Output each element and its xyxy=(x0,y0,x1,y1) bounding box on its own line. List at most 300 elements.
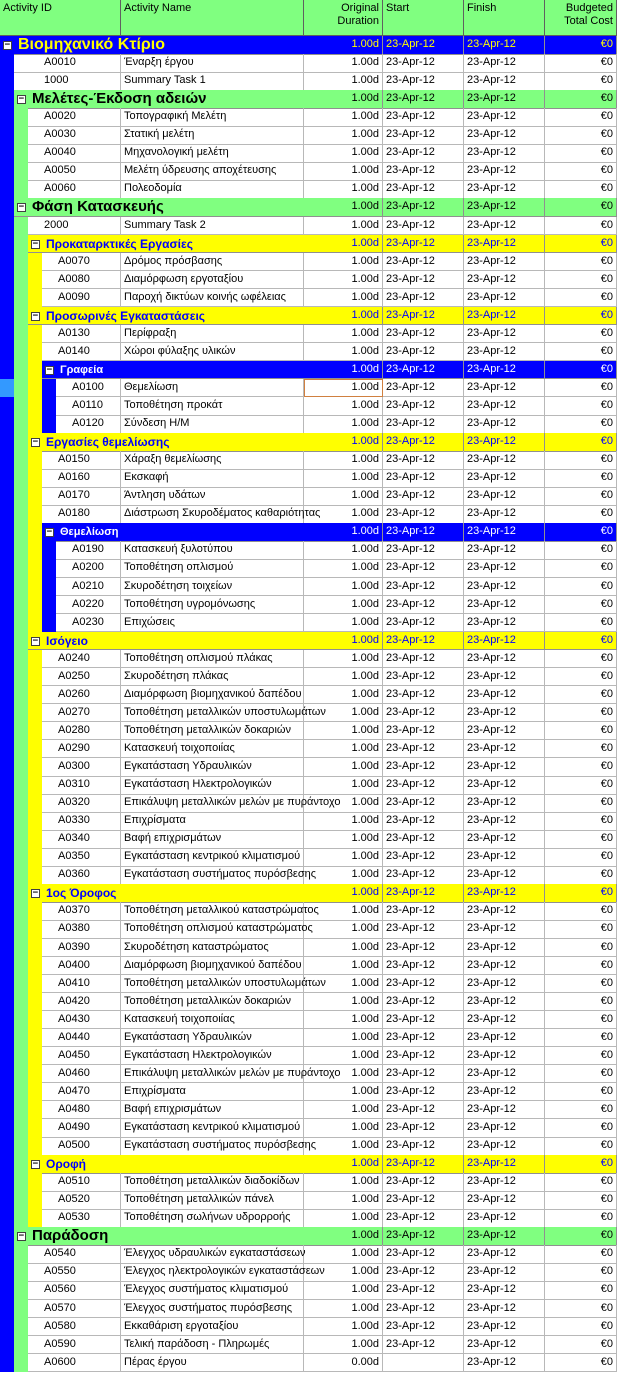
finish-date-cell[interactable]: 23-Apr-12 xyxy=(464,343,545,362)
duration-cell[interactable]: 1.00d xyxy=(304,289,383,308)
finish-date-cell[interactable]: 23-Apr-12 xyxy=(464,902,545,921)
table-row[interactable] xyxy=(0,902,624,921)
budgeted-cost-cell[interactable]: €0 xyxy=(545,776,617,795)
finish-date-cell[interactable]: 23-Apr-12 xyxy=(464,1011,545,1030)
duration-cell[interactable]: 1.00d xyxy=(304,217,383,236)
start-date-cell[interactable]: 23-Apr-12 xyxy=(383,235,464,254)
finish-date-cell[interactable]: 23-Apr-12 xyxy=(464,325,545,344)
finish-date-cell[interactable]: 23-Apr-12 xyxy=(464,632,545,651)
column-header-original-duration[interactable] xyxy=(304,0,383,36)
start-date-cell[interactable]: 23-Apr-12 xyxy=(383,740,464,759)
budgeted-cost-cell[interactable]: €0 xyxy=(545,343,617,362)
table-row[interactable] xyxy=(0,1065,624,1084)
table-row[interactable] xyxy=(0,758,624,777)
table-row[interactable] xyxy=(0,1119,624,1138)
wbs-row[interactable] xyxy=(0,198,624,217)
budgeted-cost-cell[interactable]: €0 xyxy=(545,614,617,633)
finish-date-cell[interactable]: 23-Apr-12 xyxy=(464,180,545,199)
start-date-cell[interactable]: 23-Apr-12 xyxy=(383,36,464,55)
table-row[interactable] xyxy=(0,271,624,290)
duration-cell[interactable]: 1.00d xyxy=(304,1047,383,1066)
budgeted-cost-cell[interactable]: €0 xyxy=(545,72,617,91)
budgeted-cost-cell[interactable]: €0 xyxy=(545,253,617,272)
duration-cell[interactable]: 1.00d xyxy=(304,90,383,109)
finish-date-cell[interactable]: 23-Apr-12 xyxy=(464,1354,545,1373)
budgeted-cost-cell[interactable]: €0 xyxy=(545,1065,617,1084)
finish-date-cell[interactable]: 23-Apr-12 xyxy=(464,848,545,867)
column-header-activity-id[interactable] xyxy=(0,0,121,36)
finish-date-cell[interactable]: 23-Apr-12 xyxy=(464,920,545,939)
table-row[interactable] xyxy=(0,54,624,73)
budgeted-cost-cell[interactable]: €0 xyxy=(545,939,617,958)
finish-date-cell[interactable]: 23-Apr-12 xyxy=(464,379,545,398)
budgeted-cost-cell[interactable]: €0 xyxy=(545,975,617,994)
budgeted-cost-cell[interactable]: €0 xyxy=(545,866,617,885)
finish-date-cell[interactable]: 23-Apr-12 xyxy=(464,144,545,163)
finish-date-cell[interactable]: 23-Apr-12 xyxy=(464,578,545,597)
finish-date-cell[interactable]: 23-Apr-12 xyxy=(464,1119,545,1138)
table-row[interactable] xyxy=(0,126,624,145)
duration-cell[interactable]: 1.00d xyxy=(304,361,383,380)
finish-date-cell[interactable]: 23-Apr-12 xyxy=(464,1209,545,1228)
start-date-cell[interactable]: 23-Apr-12 xyxy=(383,686,464,705)
duration-cell[interactable]: 1.00d xyxy=(304,776,383,795)
start-date-cell[interactable]: 23-Apr-12 xyxy=(383,1083,464,1102)
finish-date-cell[interactable]: 23-Apr-12 xyxy=(464,54,545,73)
finish-date-cell[interactable]: 23-Apr-12 xyxy=(464,884,545,903)
wbs-row[interactable] xyxy=(0,523,624,542)
budgeted-cost-cell[interactable]: €0 xyxy=(545,848,617,867)
start-date-cell[interactable]: 23-Apr-12 xyxy=(383,668,464,687)
start-date-cell[interactable]: 23-Apr-12 xyxy=(383,993,464,1012)
duration-cell[interactable]: 1.00d xyxy=(304,1227,383,1246)
table-row[interactable] xyxy=(0,794,624,813)
duration-cell[interactable]: 1.00d xyxy=(304,1281,383,1300)
start-date-cell[interactable]: 23-Apr-12 xyxy=(383,939,464,958)
duration-cell[interactable]: 1.00d xyxy=(304,957,383,976)
start-date-cell[interactable]: 23-Apr-12 xyxy=(383,1137,464,1156)
budgeted-cost-cell[interactable]: €0 xyxy=(545,126,617,145)
start-date-cell[interactable]: 23-Apr-12 xyxy=(383,379,464,398)
start-date-cell[interactable]: 23-Apr-12 xyxy=(383,776,464,795)
budgeted-cost-cell[interactable]: €0 xyxy=(545,1155,617,1174)
finish-date-cell[interactable]: 23-Apr-12 xyxy=(464,1047,545,1066)
duration-cell[interactable]: 1.00d xyxy=(304,650,383,669)
duration-cell[interactable]: 1.00d xyxy=(304,686,383,705)
budgeted-cost-cell[interactable]: €0 xyxy=(545,559,617,578)
start-date-cell[interactable]: 23-Apr-12 xyxy=(383,1155,464,1174)
budgeted-cost-cell[interactable]: €0 xyxy=(545,289,617,308)
start-date-cell[interactable]: 23-Apr-12 xyxy=(383,162,464,181)
budgeted-cost-cell[interactable]: €0 xyxy=(545,451,617,470)
start-date-cell[interactable]: 23-Apr-12 xyxy=(383,1173,464,1192)
budgeted-cost-cell[interactable]: €0 xyxy=(545,433,617,452)
duration-cell[interactable]: 1.00d xyxy=(304,632,383,651)
table-row[interactable] xyxy=(0,812,624,831)
collapse-toggle-icon[interactable]: − xyxy=(32,888,39,899)
duration-cell[interactable]: 1.00d xyxy=(304,162,383,181)
duration-cell[interactable]: 1.00d xyxy=(304,487,383,506)
duration-cell[interactable]: 1.00d xyxy=(304,866,383,885)
table-row[interactable] xyxy=(0,614,624,633)
duration-cell[interactable]: 1.00d xyxy=(304,1318,383,1337)
duration-cell[interactable]: 1.00d xyxy=(304,1209,383,1228)
finish-date-cell[interactable]: 23-Apr-12 xyxy=(464,722,545,741)
table-row[interactable] xyxy=(0,541,624,560)
duration-cell[interactable]: 1.00d xyxy=(304,325,383,344)
start-date-cell[interactable]: 23-Apr-12 xyxy=(383,578,464,597)
duration-cell[interactable]: 1.00d xyxy=(304,920,383,939)
table-row[interactable] xyxy=(0,830,624,849)
table-row[interactable] xyxy=(0,1191,624,1210)
finish-date-cell[interactable]: 23-Apr-12 xyxy=(464,1245,545,1264)
finish-date-cell[interactable]: 23-Apr-12 xyxy=(464,235,545,254)
duration-cell[interactable]: 1.00d xyxy=(304,451,383,470)
table-row[interactable] xyxy=(0,686,624,705)
start-date-cell[interactable]: 23-Apr-12 xyxy=(383,884,464,903)
budgeted-cost-cell[interactable]: €0 xyxy=(545,198,617,217)
collapse-toggle-icon[interactable]: − xyxy=(32,437,39,448)
duration-cell[interactable]: 1.00d xyxy=(304,541,383,560)
start-date-cell[interactable]: 23-Apr-12 xyxy=(383,451,464,470)
start-date-cell[interactable] xyxy=(383,1354,464,1373)
start-date-cell[interactable]: 23-Apr-12 xyxy=(383,1119,464,1138)
duration-cell[interactable]: 1.00d xyxy=(304,379,383,398)
table-row[interactable] xyxy=(0,1047,624,1066)
duration-cell[interactable]: 1.00d xyxy=(304,740,383,759)
duration-cell[interactable]: 1.00d xyxy=(304,1173,383,1192)
duration-cell[interactable]: 1.00d xyxy=(304,235,383,254)
finish-date-cell[interactable]: 23-Apr-12 xyxy=(464,740,545,759)
column-header-start[interactable] xyxy=(383,0,464,36)
budgeted-cost-cell[interactable]: €0 xyxy=(545,108,617,127)
wbs-row[interactable] xyxy=(0,632,624,651)
table-row[interactable] xyxy=(0,253,624,272)
finish-date-cell[interactable]: 23-Apr-12 xyxy=(464,993,545,1012)
table-row[interactable] xyxy=(0,993,624,1012)
duration-cell[interactable]: 1.00d xyxy=(304,884,383,903)
budgeted-cost-cell[interactable]: €0 xyxy=(545,920,617,939)
start-date-cell[interactable]: 23-Apr-12 xyxy=(383,722,464,741)
finish-date-cell[interactable]: 23-Apr-12 xyxy=(464,650,545,669)
start-date-cell[interactable]: 23-Apr-12 xyxy=(383,812,464,831)
table-row[interactable] xyxy=(0,650,624,669)
start-date-cell[interactable]: 23-Apr-12 xyxy=(383,541,464,560)
finish-date-cell[interactable]: 23-Apr-12 xyxy=(464,72,545,91)
table-row[interactable] xyxy=(0,704,624,723)
budgeted-cost-cell[interactable]: €0 xyxy=(545,1137,617,1156)
table-row[interactable] xyxy=(0,1029,624,1048)
start-date-cell[interactable]: 23-Apr-12 xyxy=(383,487,464,506)
finish-date-cell[interactable]: 23-Apr-12 xyxy=(464,162,545,181)
table-row[interactable] xyxy=(0,379,624,398)
budgeted-cost-cell[interactable]: €0 xyxy=(545,1029,617,1048)
finish-date-cell[interactable]: 23-Apr-12 xyxy=(464,253,545,272)
budgeted-cost-cell[interactable]: €0 xyxy=(545,1354,617,1373)
collapse-toggle-icon[interactable]: − xyxy=(32,1159,39,1170)
table-row[interactable] xyxy=(0,1354,624,1373)
table-row[interactable] xyxy=(0,740,624,759)
finish-date-cell[interactable]: 23-Apr-12 xyxy=(464,957,545,976)
start-date-cell[interactable]: 23-Apr-12 xyxy=(383,1263,464,1282)
start-date-cell[interactable]: 23-Apr-12 xyxy=(383,415,464,434)
table-row[interactable] xyxy=(0,975,624,994)
budgeted-cost-cell[interactable]: €0 xyxy=(545,1300,617,1319)
table-row[interactable] xyxy=(0,72,624,91)
budgeted-cost-cell[interactable]: €0 xyxy=(545,1336,617,1355)
wbs-row[interactable] xyxy=(0,361,624,380)
collapse-toggle-icon[interactable]: − xyxy=(4,40,11,50)
table-row[interactable] xyxy=(0,1336,624,1355)
finish-date-cell[interactable]: 23-Apr-12 xyxy=(464,451,545,470)
duration-cell[interactable]: 1.00d xyxy=(304,848,383,867)
duration-cell[interactable]: 1.00d xyxy=(304,415,383,434)
budgeted-cost-cell[interactable]: €0 xyxy=(545,541,617,560)
start-date-cell[interactable]: 23-Apr-12 xyxy=(383,271,464,290)
finish-date-cell[interactable]: 23-Apr-12 xyxy=(464,108,545,127)
table-row[interactable] xyxy=(0,162,624,181)
budgeted-cost-cell[interactable]: €0 xyxy=(545,830,617,849)
start-date-cell[interactable]: 23-Apr-12 xyxy=(383,957,464,976)
table-row[interactable] xyxy=(0,957,624,976)
start-date-cell[interactable]: 23-Apr-12 xyxy=(383,975,464,994)
table-row[interactable] xyxy=(0,505,624,524)
finish-date-cell[interactable]: 23-Apr-12 xyxy=(464,1318,545,1337)
column-header-finish[interactable] xyxy=(464,0,545,36)
budgeted-cost-cell[interactable]: €0 xyxy=(545,1119,617,1138)
budgeted-cost-cell[interactable]: €0 xyxy=(545,90,617,109)
budgeted-cost-cell[interactable]: €0 xyxy=(545,650,617,669)
budgeted-cost-cell[interactable]: €0 xyxy=(545,180,617,199)
start-date-cell[interactable]: 23-Apr-12 xyxy=(383,559,464,578)
finish-date-cell[interactable]: 23-Apr-12 xyxy=(464,469,545,488)
start-date-cell[interactable]: 23-Apr-12 xyxy=(383,126,464,145)
table-row[interactable] xyxy=(0,722,624,741)
duration-cell[interactable]: 1.00d xyxy=(304,1119,383,1138)
duration-cell[interactable]: 1.00d xyxy=(304,1137,383,1156)
budgeted-cost-cell[interactable]: €0 xyxy=(545,505,617,524)
start-date-cell[interactable]: 23-Apr-12 xyxy=(383,253,464,272)
budgeted-cost-cell[interactable]: €0 xyxy=(545,993,617,1012)
budgeted-cost-cell[interactable]: €0 xyxy=(545,1318,617,1337)
collapse-toggle-icon[interactable]: − xyxy=(46,364,53,375)
start-date-cell[interactable]: 23-Apr-12 xyxy=(383,650,464,669)
table-row[interactable] xyxy=(0,1263,624,1282)
budgeted-cost-cell[interactable]: €0 xyxy=(545,957,617,976)
table-row[interactable] xyxy=(0,1137,624,1156)
budgeted-cost-cell[interactable]: €0 xyxy=(545,632,617,651)
table-row[interactable] xyxy=(0,559,624,578)
start-date-cell[interactable]: 23-Apr-12 xyxy=(383,1281,464,1300)
table-row[interactable] xyxy=(0,487,624,506)
duration-cell[interactable]: 1.00d xyxy=(304,253,383,272)
table-row[interactable] xyxy=(0,1209,624,1228)
table-row[interactable] xyxy=(0,1173,624,1192)
start-date-cell[interactable]: 23-Apr-12 xyxy=(383,1065,464,1084)
start-date-cell[interactable]: 23-Apr-12 xyxy=(383,361,464,380)
column-header-activity-name[interactable] xyxy=(121,0,304,36)
start-date-cell[interactable]: 23-Apr-12 xyxy=(383,198,464,217)
finish-date-cell[interactable]: 23-Apr-12 xyxy=(464,307,545,326)
budgeted-cost-cell[interactable]: €0 xyxy=(545,361,617,380)
table-row[interactable] xyxy=(0,1083,624,1102)
table-row[interactable] xyxy=(0,1281,624,1300)
table-row[interactable] xyxy=(0,1011,624,1030)
budgeted-cost-cell[interactable]: €0 xyxy=(545,36,617,55)
duration-cell[interactable]: 1.00d xyxy=(304,433,383,452)
collapse-toggle-icon[interactable]: − xyxy=(18,202,25,213)
duration-cell[interactable]: 1.00d xyxy=(304,523,383,542)
table-row[interactable] xyxy=(0,1300,624,1319)
start-date-cell[interactable]: 23-Apr-12 xyxy=(383,632,464,651)
budgeted-cost-cell[interactable]: €0 xyxy=(545,415,617,434)
finish-date-cell[interactable]: 23-Apr-12 xyxy=(464,939,545,958)
start-date-cell[interactable]: 23-Apr-12 xyxy=(383,794,464,813)
finish-date-cell[interactable]: 23-Apr-12 xyxy=(464,126,545,145)
table-row[interactable] xyxy=(0,343,624,362)
finish-date-cell[interactable]: 23-Apr-12 xyxy=(464,812,545,831)
collapse-toggle-icon[interactable]: − xyxy=(32,238,39,249)
start-date-cell[interactable]: 23-Apr-12 xyxy=(383,920,464,939)
collapse-toggle-icon[interactable]: − xyxy=(32,635,39,646)
finish-date-cell[interactable]: 23-Apr-12 xyxy=(464,487,545,506)
duration-cell[interactable]: 1.00d xyxy=(304,902,383,921)
budgeted-cost-cell[interactable]: €0 xyxy=(545,884,617,903)
finish-date-cell[interactable]: 23-Apr-12 xyxy=(464,830,545,849)
budgeted-cost-cell[interactable]: €0 xyxy=(545,578,617,597)
start-date-cell[interactable]: 23-Apr-12 xyxy=(383,758,464,777)
start-date-cell[interactable]: 23-Apr-12 xyxy=(383,1318,464,1337)
table-row[interactable] xyxy=(0,180,624,199)
duration-cell[interactable]: 1.00d xyxy=(304,1336,383,1355)
start-date-cell[interactable]: 23-Apr-12 xyxy=(383,1227,464,1246)
collapse-toggle-icon[interactable]: − xyxy=(46,527,53,538)
collapse-toggle-icon[interactable]: − xyxy=(32,310,39,321)
budgeted-cost-cell[interactable]: €0 xyxy=(545,1227,617,1246)
table-row[interactable] xyxy=(0,668,624,687)
start-date-cell[interactable]: 23-Apr-12 xyxy=(383,1101,464,1120)
budgeted-cost-cell[interactable]: €0 xyxy=(545,596,617,615)
finish-date-cell[interactable]: 23-Apr-12 xyxy=(464,1137,545,1156)
budgeted-cost-cell[interactable]: €0 xyxy=(545,704,617,723)
finish-date-cell[interactable]: 23-Apr-12 xyxy=(464,975,545,994)
budgeted-cost-cell[interactable]: €0 xyxy=(545,1281,617,1300)
duration-cell[interactable]: 1.00d xyxy=(304,1011,383,1030)
table-row[interactable] xyxy=(0,776,624,795)
finish-date-cell[interactable]: 23-Apr-12 xyxy=(464,668,545,687)
finish-date-cell[interactable]: 23-Apr-12 xyxy=(464,523,545,542)
start-date-cell[interactable]: 23-Apr-12 xyxy=(383,108,464,127)
wbs-row[interactable] xyxy=(0,1155,624,1174)
start-date-cell[interactable]: 23-Apr-12 xyxy=(383,830,464,849)
budgeted-cost-cell[interactable]: €0 xyxy=(545,1209,617,1228)
start-date-cell[interactable]: 23-Apr-12 xyxy=(383,1245,464,1264)
budgeted-cost-cell[interactable]: €0 xyxy=(545,1083,617,1102)
table-row[interactable] xyxy=(0,1245,624,1264)
start-date-cell[interactable]: 23-Apr-12 xyxy=(383,1209,464,1228)
start-date-cell[interactable]: 23-Apr-12 xyxy=(383,505,464,524)
duration-cell[interactable]: 1.00d xyxy=(304,993,383,1012)
duration-cell[interactable]: 1.00d xyxy=(304,36,383,55)
finish-date-cell[interactable]: 23-Apr-12 xyxy=(464,289,545,308)
table-row[interactable] xyxy=(0,397,624,416)
start-date-cell[interactable]: 23-Apr-12 xyxy=(383,54,464,73)
column-header-budgeted-total-cost[interactable] xyxy=(545,0,617,36)
duration-cell[interactable]: 1.00d xyxy=(304,180,383,199)
start-date-cell[interactable]: 23-Apr-12 xyxy=(383,866,464,885)
start-date-cell[interactable]: 23-Apr-12 xyxy=(383,1300,464,1319)
finish-date-cell[interactable]: 23-Apr-12 xyxy=(464,1101,545,1120)
table-row[interactable] xyxy=(0,289,624,308)
finish-date-cell[interactable]: 23-Apr-12 xyxy=(464,1336,545,1355)
duration-cell[interactable]: 1.00d xyxy=(304,939,383,958)
table-row[interactable] xyxy=(0,108,624,127)
budgeted-cost-cell[interactable]: €0 xyxy=(545,686,617,705)
table-row[interactable] xyxy=(0,144,624,163)
start-date-cell[interactable]: 23-Apr-12 xyxy=(383,902,464,921)
table-row[interactable] xyxy=(0,596,624,615)
table-row[interactable] xyxy=(0,451,624,470)
duration-cell[interactable]: 1.00d xyxy=(304,144,383,163)
finish-date-cell[interactable]: 23-Apr-12 xyxy=(464,415,545,434)
finish-date-cell[interactable]: 23-Apr-12 xyxy=(464,1083,545,1102)
duration-cell[interactable]: 1.00d xyxy=(304,198,383,217)
finish-date-cell[interactable]: 23-Apr-12 xyxy=(464,1065,545,1084)
budgeted-cost-cell[interactable]: €0 xyxy=(545,1011,617,1030)
finish-date-cell[interactable]: 23-Apr-12 xyxy=(464,433,545,452)
wbs-row[interactable] xyxy=(0,307,624,326)
table-row[interactable] xyxy=(0,920,624,939)
start-date-cell[interactable]: 23-Apr-12 xyxy=(383,614,464,633)
duration-cell[interactable]: 1.00d xyxy=(304,271,383,290)
wbs-row[interactable] xyxy=(0,433,624,452)
start-date-cell[interactable]: 23-Apr-12 xyxy=(383,469,464,488)
start-date-cell[interactable]: 23-Apr-12 xyxy=(383,325,464,344)
budgeted-cost-cell[interactable]: €0 xyxy=(545,758,617,777)
duration-cell[interactable]: 1.00d xyxy=(304,596,383,615)
duration-cell[interactable]: 1.00d xyxy=(304,126,383,145)
budgeted-cost-cell[interactable]: €0 xyxy=(545,235,617,254)
budgeted-cost-cell[interactable]: €0 xyxy=(545,668,617,687)
budgeted-cost-cell[interactable]: €0 xyxy=(545,812,617,831)
budgeted-cost-cell[interactable]: €0 xyxy=(545,162,617,181)
start-date-cell[interactable]: 23-Apr-12 xyxy=(383,848,464,867)
budgeted-cost-cell[interactable]: €0 xyxy=(545,740,617,759)
duration-cell[interactable]: 1.00d xyxy=(304,397,383,416)
duration-cell[interactable]: 1.00d xyxy=(304,469,383,488)
finish-date-cell[interactable]: 23-Apr-12 xyxy=(464,559,545,578)
finish-date-cell[interactable]: 23-Apr-12 xyxy=(464,704,545,723)
finish-date-cell[interactable]: 23-Apr-12 xyxy=(464,1191,545,1210)
duration-cell[interactable]: 0.00d xyxy=(304,1354,383,1373)
finish-date-cell[interactable]: 23-Apr-12 xyxy=(464,614,545,633)
finish-date-cell[interactable]: 23-Apr-12 xyxy=(464,1227,545,1246)
budgeted-cost-cell[interactable]: €0 xyxy=(545,1245,617,1264)
budgeted-cost-cell[interactable]: €0 xyxy=(545,1191,617,1210)
start-date-cell[interactable]: 23-Apr-12 xyxy=(383,1047,464,1066)
duration-cell[interactable]: 1.00d xyxy=(304,614,383,633)
finish-date-cell[interactable]: 23-Apr-12 xyxy=(464,1300,545,1319)
budgeted-cost-cell[interactable]: €0 xyxy=(545,144,617,163)
finish-date-cell[interactable]: 23-Apr-12 xyxy=(464,1173,545,1192)
budgeted-cost-cell[interactable]: €0 xyxy=(545,397,617,416)
start-date-cell[interactable]: 23-Apr-12 xyxy=(383,1191,464,1210)
finish-date-cell[interactable]: 23-Apr-12 xyxy=(464,758,545,777)
table-row[interactable] xyxy=(0,1318,624,1337)
finish-date-cell[interactable]: 23-Apr-12 xyxy=(464,361,545,380)
budgeted-cost-cell[interactable]: €0 xyxy=(545,523,617,542)
finish-date-cell[interactable]: 23-Apr-12 xyxy=(464,686,545,705)
